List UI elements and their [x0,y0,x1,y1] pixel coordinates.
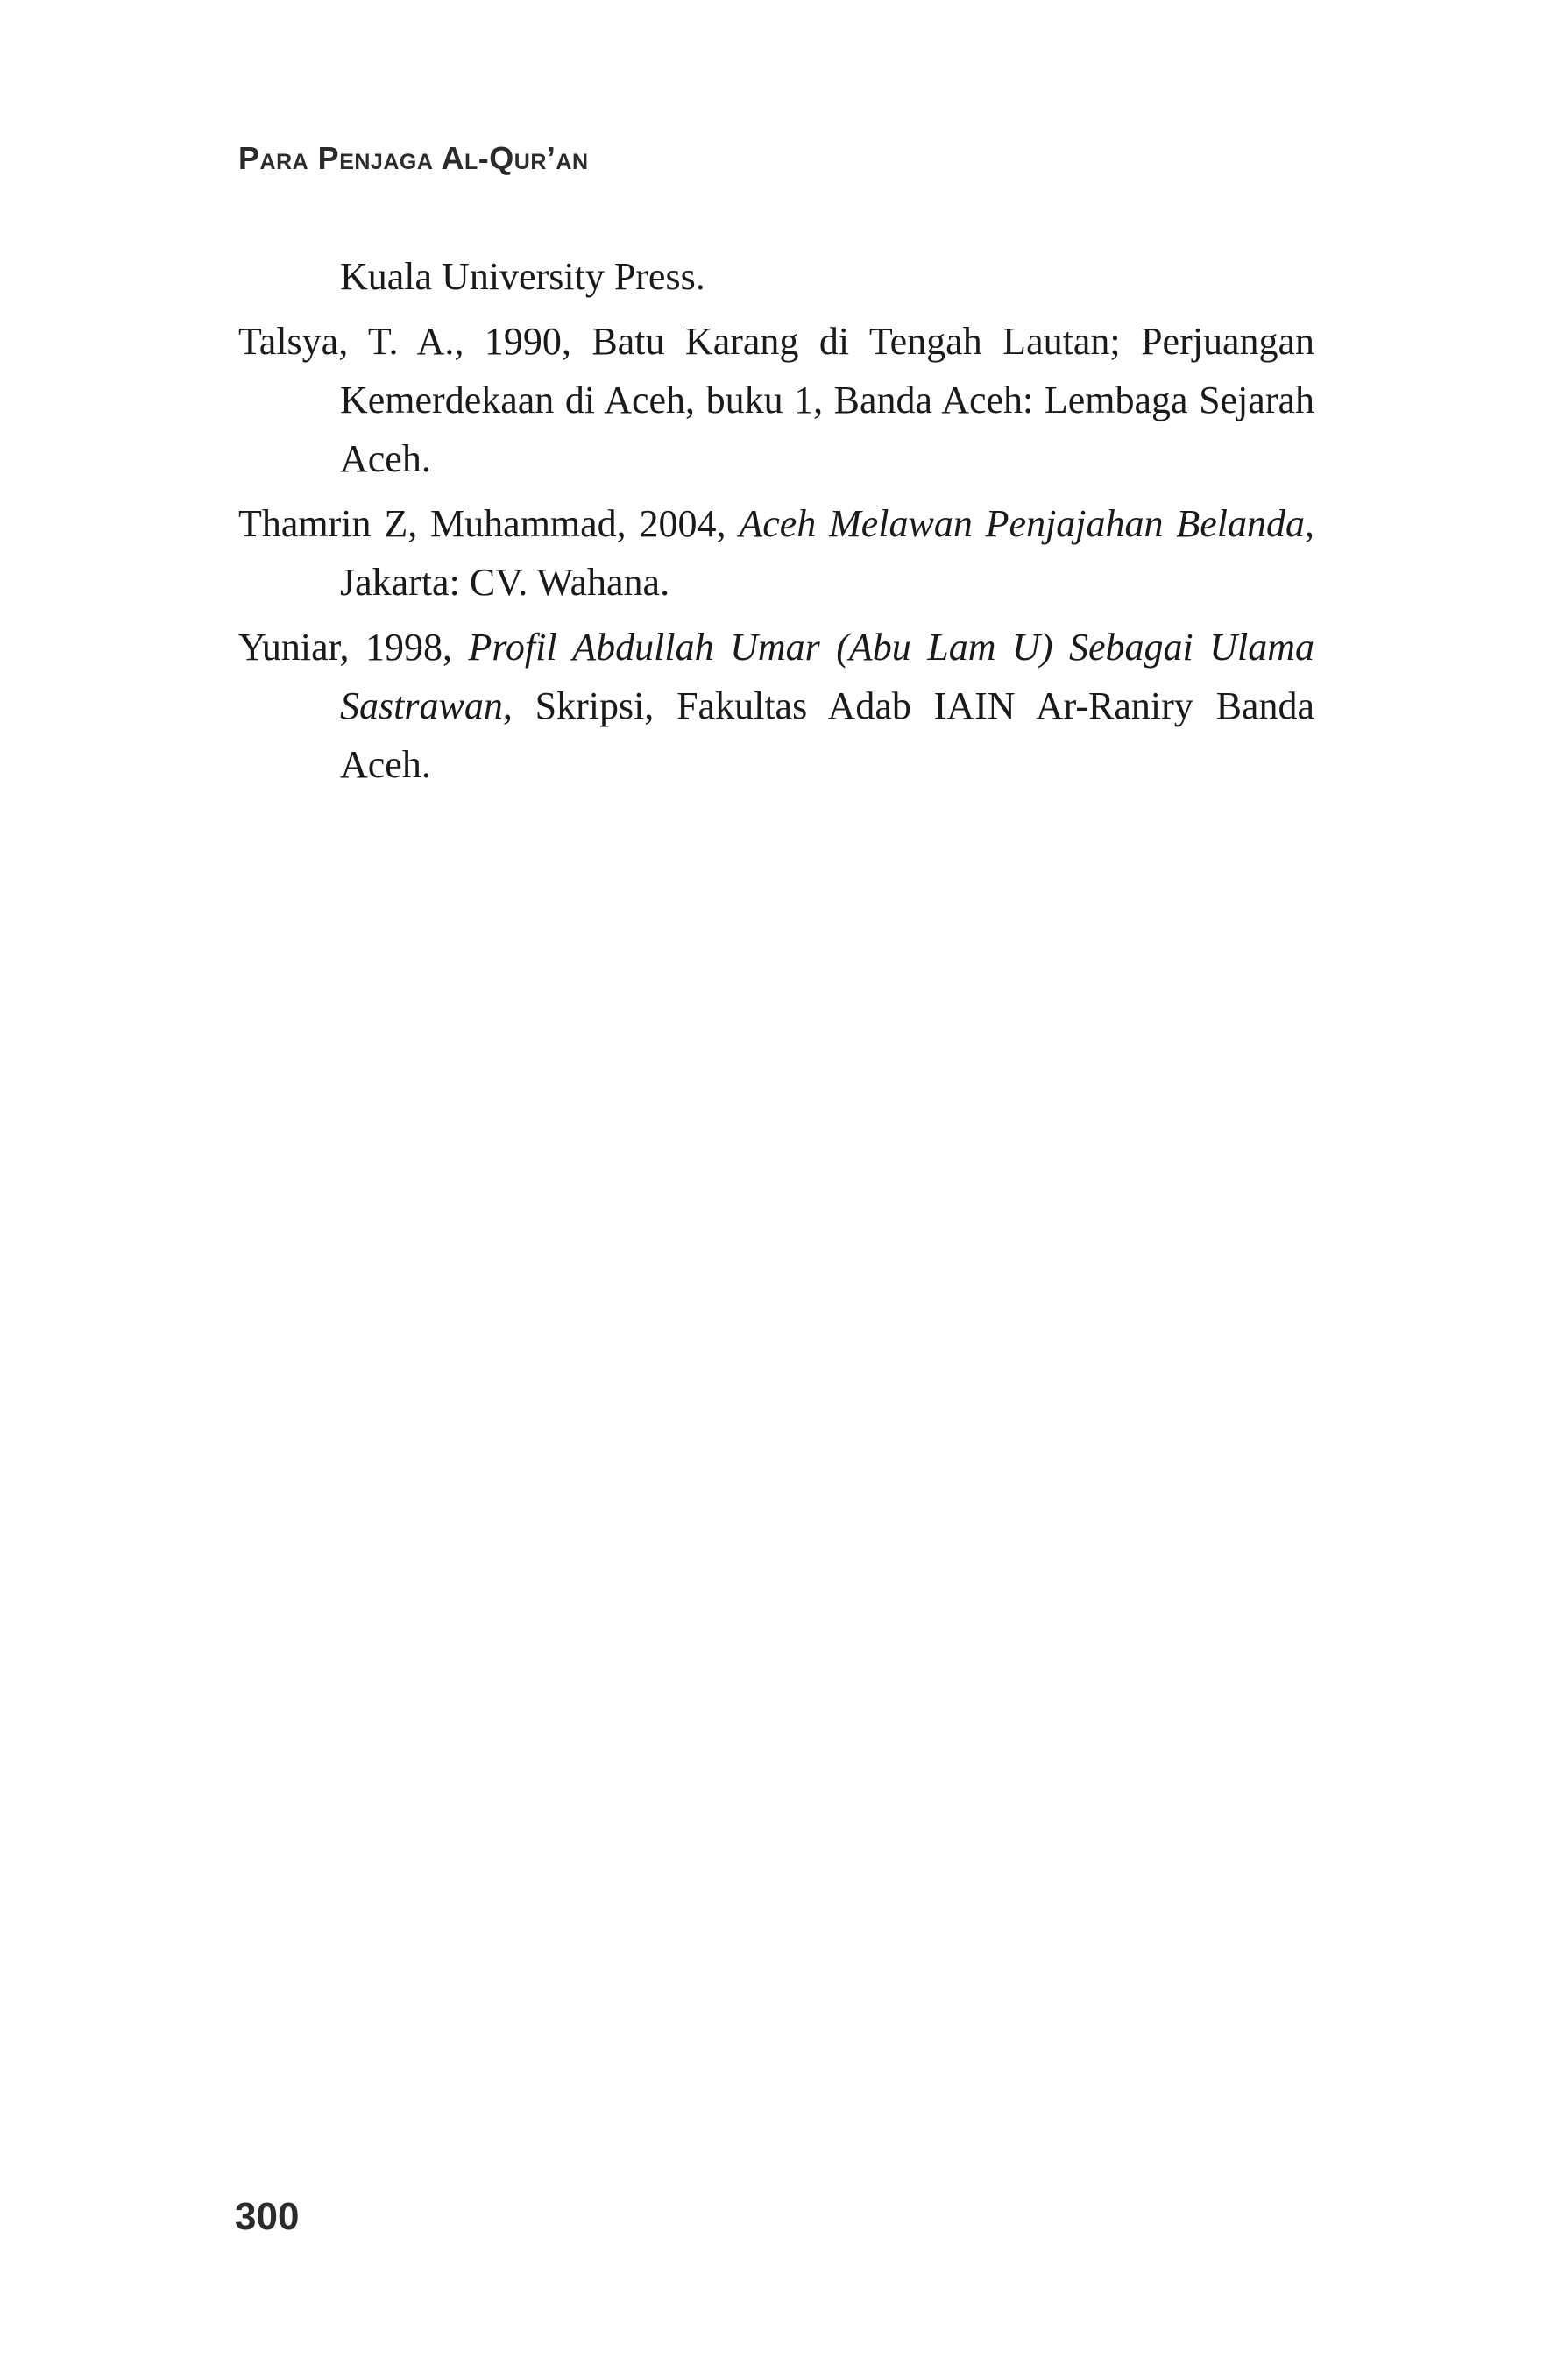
bibliography-list [238,247,1314,800]
reference-publisher: , Jakarta: CV. Wahana. [340,502,1314,604]
reference-author: Yuniar, 1998, [238,626,469,669]
reference-entry [238,494,1314,612]
reference-entry [238,312,1314,488]
reference-entry [238,247,1314,306]
reference-title: Aceh Melawan Penjajahan Belanda [739,502,1305,545]
reference-publisher: , Skripsi, Fakultas Adab IAIN Ar-Raniry Banda Aceh. [340,684,1314,786]
reference-title: Profil Abdullah Umar (Abu Lam U) Sebagai Ulama Sastrawan [340,626,1315,727]
running-header: Para Penjaga Al-Qur’an [238,140,589,176]
reference-text: Talsya, T. A., 1990, Batu Karang di Tengah Lautan; Perjuangan Kemerdekaan di Aceh, buku 1, Banda Aceh: Lembaga Sejarah Aceh. [238,320,1314,480]
page-number: 300 [235,2195,300,2238]
reference-text: Kuala University Press. [340,255,705,298]
reference-author: Thamrin Z, Muhammad, 2004, [238,502,740,545]
reference-entry [238,618,1314,794]
